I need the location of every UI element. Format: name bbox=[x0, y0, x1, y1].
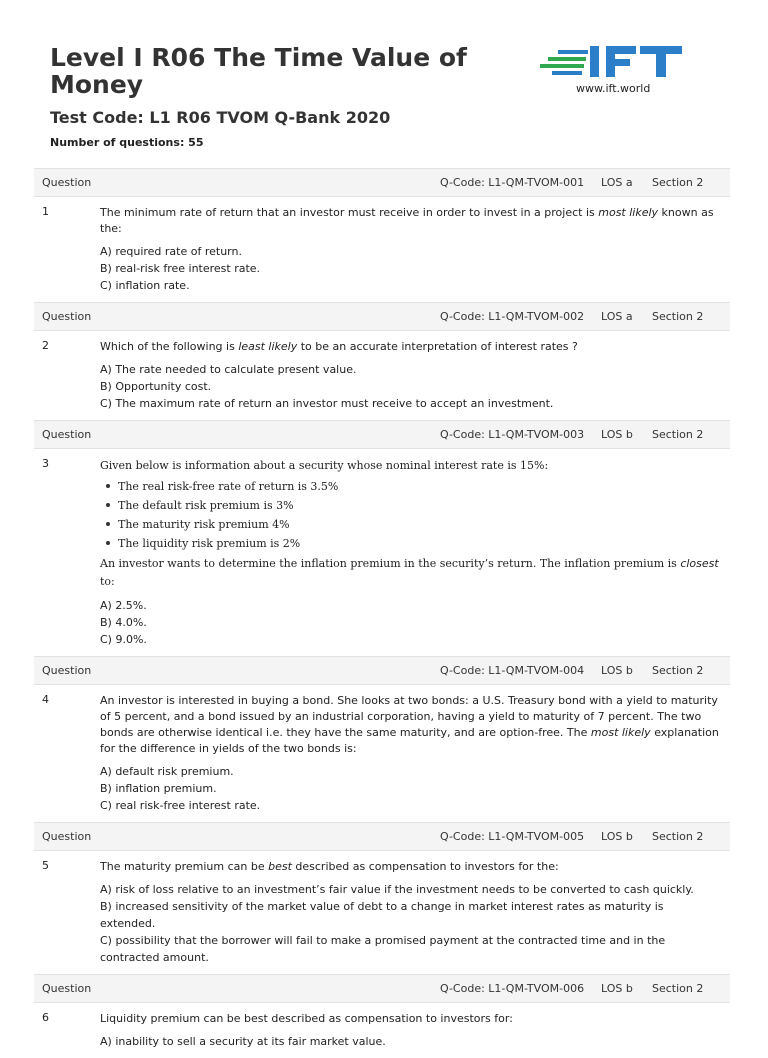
bullet-dot-icon bbox=[106, 503, 110, 507]
question-header-row bbox=[34, 656, 730, 685]
question-number: 5 bbox=[42, 859, 49, 872]
question-los: LOS b bbox=[601, 830, 633, 843]
answer-option: B) Opportunity cost. bbox=[100, 380, 212, 393]
answer-options bbox=[100, 1033, 722, 1050]
answer-option: C) 9.0%. bbox=[100, 633, 147, 646]
question-header-label: Question bbox=[42, 982, 92, 995]
answer-option: C) real risk-free interest rate. bbox=[100, 799, 261, 812]
question-text-part: An investor is interested in buying a bond. She looks at two bonds: a U.S. Treasury bond with a yield to maturity of 5 percent, and a bond issued by an industrial corporation, having a yield to maturity of 7 percent. The two bonds are otherwise identical i.e. they have the same maturity, and are option-free. The bbox=[100, 694, 718, 739]
question-text-part: to be an accurate interpretation of interest rates ? bbox=[297, 340, 578, 353]
question-bullet-item bbox=[102, 534, 722, 553]
bullet-dot-icon bbox=[106, 522, 110, 526]
question-bullet-text: The default risk premium is 3% bbox=[118, 499, 294, 512]
question-header-row bbox=[34, 420, 730, 449]
question-bullet-text: The real risk-free rate of return is 3.5% bbox=[118, 480, 339, 493]
question-body bbox=[34, 449, 730, 656]
question-header-row bbox=[34, 302, 730, 331]
bullet-dot-icon bbox=[106, 541, 110, 545]
question-body bbox=[34, 331, 730, 420]
question-los: LOS a bbox=[601, 310, 633, 323]
question-text-part: The minimum rate of return that an investor must receive in order to invest in a project is bbox=[100, 206, 599, 219]
question-code: Q-Code: L1-QM-TVOM-006 bbox=[440, 982, 585, 995]
question-section: Section 2 bbox=[652, 310, 704, 323]
question-header-label: Question bbox=[42, 830, 92, 843]
question-section: Section 2 bbox=[652, 664, 704, 677]
question-content bbox=[100, 693, 722, 814]
question-number: 2 bbox=[42, 339, 49, 352]
question-section: Section 2 bbox=[652, 982, 704, 995]
question-text bbox=[100, 205, 722, 237]
question-content bbox=[100, 205, 722, 294]
logo-url: www.ift.world bbox=[576, 82, 651, 95]
question-text-part: explanation for the difference in yields of the two bonds is: bbox=[100, 726, 719, 755]
answer-options bbox=[100, 881, 722, 966]
question-bullet-text: The maturity risk premium 4% bbox=[118, 518, 290, 531]
question-bullet-list bbox=[100, 477, 722, 553]
question-los: LOS b bbox=[601, 664, 633, 677]
question-code: Q-Code: L1-QM-TVOM-003 bbox=[440, 428, 585, 441]
question-section: Section 2 bbox=[652, 830, 704, 843]
question-header-row bbox=[34, 168, 730, 197]
question-number: 1 bbox=[42, 205, 49, 218]
question-number: 4 bbox=[42, 693, 49, 706]
question-los: LOS b bbox=[601, 982, 633, 995]
question-text-emphasis: best bbox=[268, 860, 292, 873]
question-text-part: Which of the following is bbox=[100, 340, 239, 353]
answer-option: A) default risk premium. bbox=[100, 765, 234, 778]
answer-options bbox=[100, 763, 722, 814]
question-code: Q-Code: L1-QM-TVOM-002 bbox=[440, 310, 585, 323]
question-text-part: known as the: bbox=[100, 206, 714, 235]
answer-options bbox=[100, 243, 722, 294]
question-text-emphasis: most likely bbox=[590, 726, 651, 739]
question-text bbox=[100, 1011, 722, 1027]
question-bullet-item bbox=[102, 496, 722, 515]
question-header-label: Question bbox=[42, 428, 92, 441]
question-body bbox=[34, 851, 730, 974]
answer-option: A) inability to sell a security at its fair market value. bbox=[100, 1035, 386, 1048]
answer-option: A) required rate of return. bbox=[100, 245, 242, 258]
question-header-row bbox=[34, 822, 730, 851]
question-code: Q-Code: L1-QM-TVOM-004 bbox=[440, 664, 585, 677]
answer-option: B) inflation premium. bbox=[100, 782, 217, 795]
question-text-part: Liquidity premium can be best described as compensation to investors for: bbox=[100, 1012, 513, 1025]
question-los: LOS b bbox=[601, 428, 633, 441]
answer-option: A) 2.5%. bbox=[100, 599, 147, 612]
question-number: 6 bbox=[42, 1011, 49, 1024]
question-section: Section 2 bbox=[652, 428, 704, 441]
question-text bbox=[100, 339, 722, 355]
answer-options bbox=[100, 597, 722, 648]
answer-option: B) 4.0%. bbox=[100, 616, 147, 629]
question-header-label: Question bbox=[42, 176, 92, 189]
question-text-emphasis: closest bbox=[680, 557, 719, 570]
question-text bbox=[100, 859, 722, 875]
question-body bbox=[34, 685, 730, 822]
bullet-dot-icon bbox=[106, 484, 110, 488]
question-text bbox=[100, 693, 722, 757]
answer-options bbox=[100, 361, 722, 412]
question-intro: Given below is information about a security whose nominal interest rate is 15%: bbox=[100, 459, 549, 472]
question-text-part: The maturity premium can be bbox=[100, 860, 269, 873]
answer-option: B) real-risk free interest rate. bbox=[100, 262, 261, 275]
question-text bbox=[100, 555, 722, 591]
question-bullet-item bbox=[102, 477, 722, 496]
question-section: Section 2 bbox=[652, 176, 704, 189]
answer-option: C) inflation rate. bbox=[100, 279, 190, 292]
question-content bbox=[100, 339, 722, 412]
question-content bbox=[100, 859, 722, 966]
document-title: Level I R06 The Time Value of Money bbox=[50, 43, 467, 99]
question-header-label: Question bbox=[42, 310, 92, 323]
question-body bbox=[34, 197, 730, 302]
question-content bbox=[100, 457, 722, 648]
question-text-emphasis: most likely bbox=[598, 206, 659, 219]
question-code: Q-Code: L1-QM-TVOM-001 bbox=[440, 176, 585, 189]
test-code: Test Code: L1 R06 TVOM Q-Bank 2020 bbox=[50, 108, 391, 127]
question-list bbox=[34, 168, 730, 1058]
question-text-part: An investor wants to determine the inflation premium in the security’s return. The inflation premium is bbox=[100, 557, 681, 570]
answer-option: A) The rate needed to calculate present value. bbox=[100, 363, 357, 376]
question-number: 3 bbox=[42, 457, 49, 470]
question-code: Q-Code: L1-QM-TVOM-005 bbox=[440, 830, 585, 843]
question-content bbox=[100, 1011, 722, 1050]
question-header-row bbox=[34, 974, 730, 1003]
answer-option: C) possibility that the borrower will fail to make a promised payment at the contracted time and in the contracted amount. bbox=[100, 934, 666, 964]
answer-option: C) The maximum rate of return an investor must receive to accept an investment. bbox=[100, 397, 554, 410]
question-bullet-item bbox=[102, 515, 722, 534]
question-text-part: described as compensation to investors for the: bbox=[291, 860, 559, 873]
answer-option: B) increased sensitivity of the market value of debt to a change in market interest rates as maturity is extended. bbox=[100, 900, 664, 930]
question-bullet-text: The liquidity risk premium is 2% bbox=[118, 537, 301, 550]
answer-option: A) risk of loss relative to an investment’s fair value if the investment needs to be converted to cash quickly. bbox=[100, 883, 694, 896]
number-of-questions: Number of questions: 55 bbox=[50, 136, 204, 149]
question-los: LOS a bbox=[601, 176, 633, 189]
question-body bbox=[34, 1003, 730, 1058]
question-text-part: to: bbox=[100, 575, 115, 588]
question-header-label: Question bbox=[42, 664, 92, 677]
question-text-emphasis: least likely bbox=[238, 340, 298, 353]
